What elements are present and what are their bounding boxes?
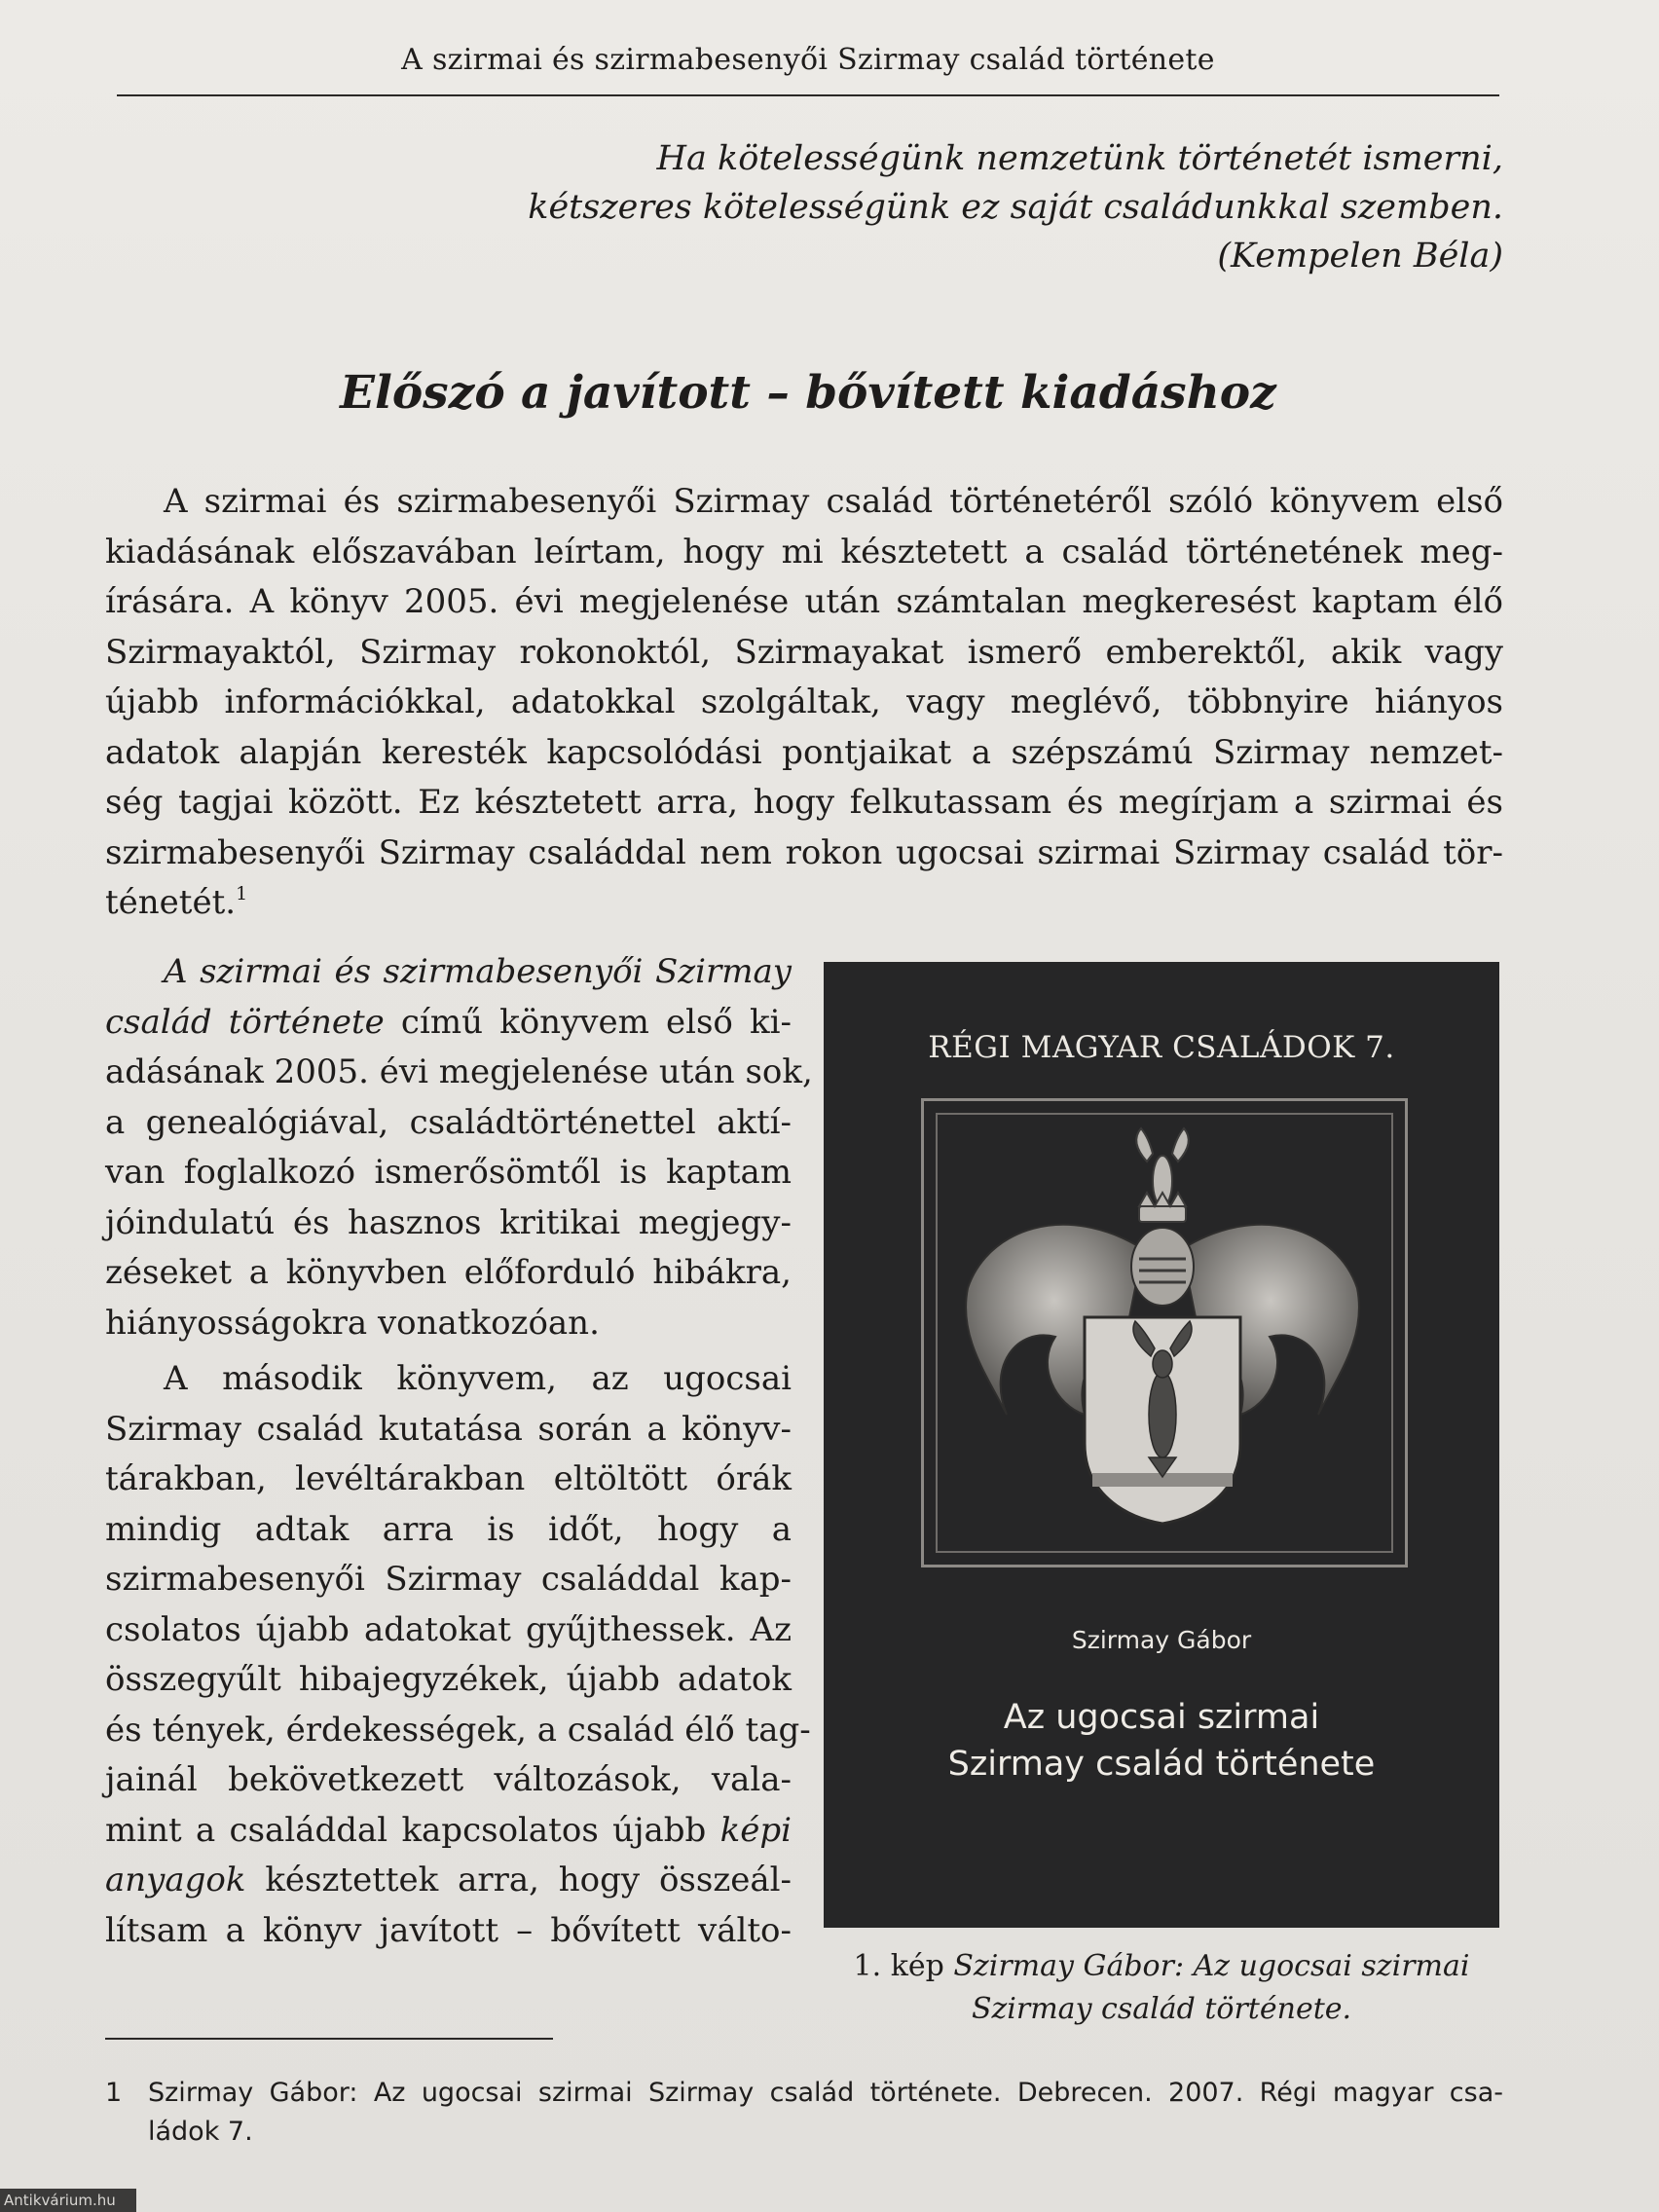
paragraph-line: tárakban, levéltárakban eltöltött órák [105, 1459, 792, 1498]
caption-line [824, 1988, 1499, 2031]
kepi-italic: képi [719, 1810, 792, 1850]
book-cover-image [824, 962, 1499, 1928]
paragraph-line [105, 1856, 792, 1906]
footnote-line: ládok 7. [148, 2117, 253, 2147]
footnote-reference: 1 [236, 883, 248, 904]
footnote [105, 2074, 1503, 2152]
paragraph-line: és tények, érdekességek, a család élő tag- [105, 1710, 811, 1750]
caption-italic: Szirmay család története. [971, 1992, 1352, 2026]
running-head: A szirmai és szirmabesenyői Szirmay család története [401, 43, 1215, 77]
cover-inner-frame [936, 1113, 1393, 1553]
text-column [105, 947, 813, 1956]
book-title-italic: A szirmai és szirmabesenyői Szirmay [164, 952, 792, 991]
paragraph-line: írására. A könyv 2005. évi megjelenése után számtalan megkeresést kaptam élő [105, 582, 1503, 621]
paragraph-line: jainál bekövetkezett változások, vala- [105, 1760, 792, 1799]
footnote-line: Szirmay Gábor: Az ugocsai szirmai Szirmay család története. Debrecen. 2007. Régi magyar csa- [148, 2078, 1503, 2108]
cover-author: Szirmay Gábor [1071, 1626, 1252, 1654]
paragraph-line: szirmabesenyői Szirmay családdal kap- [105, 1560, 792, 1599]
paragraph-line: jóindulatú és hasznos kritikai megjegy- [105, 1202, 792, 1242]
epigraph-attribution: (Kempelen Béla) [1217, 237, 1503, 276]
paragraph-line-text: című könyvem első ki- [384, 1002, 792, 1042]
paragraph-intro [105, 477, 1503, 929]
paragraph-line-text: késztettek arra, hogy összeál- [245, 1861, 792, 1899]
paragraph-line: lítsam a könyv javított – bővített válto- [105, 1910, 792, 1950]
cover-title-line: Szirmay család története [947, 1745, 1376, 1784]
epigraph [432, 134, 1503, 280]
paragraph-line: összegyűlt hibajegyzékek, újabb adatok [105, 1660, 792, 1699]
caption-number: 1. kép [853, 1949, 944, 1983]
caption-line [824, 1945, 1499, 1988]
paragraph-line: kiadásának előszavában leírtam, hogy mi késztetett a család történetének meg- [105, 532, 1503, 571]
paragraph-line: adatok alapján keresték kapcsolódási pontjaikat a szépszámú Szirmay nemzet- [105, 732, 1503, 772]
epigraph-line: kétszeres kötelességünk ez saját családunkkal szemben. [528, 188, 1503, 227]
watermark: Antikvárium.hu [0, 2189, 136, 2212]
paragraph-line: adásának 2005. évi megjelenése után sok, [105, 1052, 813, 1091]
paragraph-line [105, 947, 792, 998]
paragraph-line: Szirmay család kutatása során a könyv- [105, 1409, 792, 1449]
paragraph-line [105, 1806, 792, 1857]
footnote-rule [105, 2038, 553, 2040]
paragraph-line-text: mint a családdal kapcsolatos újabb [105, 1810, 707, 1850]
paragraph-line: szirmabesenyői Szirmay családdal nem rokon ugocsai szirmai Szirmay család tör- [105, 832, 1503, 872]
paragraph-line [105, 998, 792, 1049]
figure-caption [824, 1945, 1499, 2031]
paragraph-line: hiányosságokra vonatkozóan. [105, 1303, 600, 1343]
caption-italic: Szirmay Gábor: Az ugocsai szirmai [953, 1949, 1470, 1983]
paragraph-line [105, 878, 1503, 929]
coat-of-arms-icon [948, 1123, 1377, 1531]
paragraph-line: ség tagjai között. Ez késztetett arra, hogy felkutassam és megírjam a szirmai és [105, 783, 1503, 822]
paragraph-line: A szirmai és szirmabesenyői Szirmay család történetéről szóló könyvem első [164, 482, 1503, 521]
cover-title-line: Az ugocsai szirmai [1003, 1698, 1320, 1737]
paragraph-line-text: ténetét. [105, 883, 237, 922]
paragraph-line: Szirmayaktól, Szirmay rokonoktól, Szirmayakat ismerő emberektől, akik vagy [105, 632, 1503, 672]
anyagok-italic: anyagok [105, 1861, 246, 1899]
paragraph-line: csolatos újabb adatokat gyűjthessek. Az [105, 1609, 792, 1649]
footnote-number: 1 [105, 2078, 123, 2108]
cover-frame [921, 1098, 1408, 1567]
cover-series-title: RÉGI MAGYAR CSALÁDOK 7. [928, 1030, 1395, 1065]
paragraph-line: van foglalkozó ismerősömtől is kaptam [105, 1153, 792, 1192]
paragraph-line: a genealógiával, családtörténettel aktí- [105, 1102, 792, 1142]
cover-title [824, 1694, 1499, 1788]
paragraph-line: A második könyvem, az ugocsai [164, 1359, 792, 1398]
footnote-text [148, 2074, 1503, 2152]
paragraph-line: zéseket a könyvben előforduló hibákra, [105, 1253, 792, 1292]
header-rule [117, 94, 1499, 96]
paragraph-line: mindig adtak arra is időt, hogy a [105, 1509, 792, 1549]
book-title-italic: család története [105, 1002, 385, 1042]
epigraph-line: Ha kötelességünk nemzetünk történetét ismerni, [656, 139, 1503, 178]
paragraph-line: újabb információkkal, adatokkal szolgáltak, vagy meglévő, többnyire hiányos [105, 682, 1503, 721]
chapter-title: Előszó a javított – bővített kiadáshoz [340, 366, 1276, 420]
